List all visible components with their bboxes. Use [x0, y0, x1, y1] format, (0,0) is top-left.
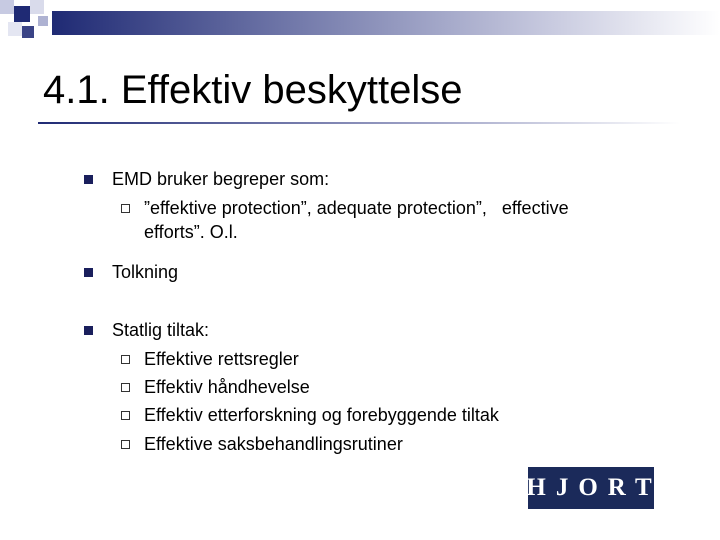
- sub-bullet-marker: [121, 440, 130, 449]
- sub-bullet-marker: [121, 355, 130, 364]
- sub-bullet-text: ”effektive protection”, adequate protection”, effective: [144, 198, 569, 218]
- sub-bullet-marker: [121, 383, 130, 392]
- sub-bullet-marker: [121, 204, 130, 213]
- bullet-marker: [84, 268, 93, 277]
- sub-bullet-text-continuation: efforts”. O.l.: [144, 222, 238, 242]
- sub-bullet-text: Effektive saksbehandlingsrutiner: [144, 434, 403, 454]
- sub-bullet-text: Effektive rettsregler: [144, 349, 299, 369]
- bullet-text: Tolkning: [112, 262, 179, 282]
- bullet-text: Statlig tiltak:: [112, 320, 210, 340]
- sub-bullet-marker: [121, 411, 130, 420]
- sub-bullet-text: Effektiv etterforskning og forebyggende tiltak: [144, 405, 499, 425]
- slide-title: 4.1. Effektiv beskyttelse: [43, 68, 463, 112]
- hjort-logo: HJORT: [528, 467, 654, 509]
- sub-bullet-text: Effektiv håndhevelse: [144, 377, 310, 397]
- bullet-text: EMD bruker begreper som:: [112, 169, 330, 189]
- bullet-marker: [84, 326, 93, 335]
- bullet-marker: [84, 175, 93, 184]
